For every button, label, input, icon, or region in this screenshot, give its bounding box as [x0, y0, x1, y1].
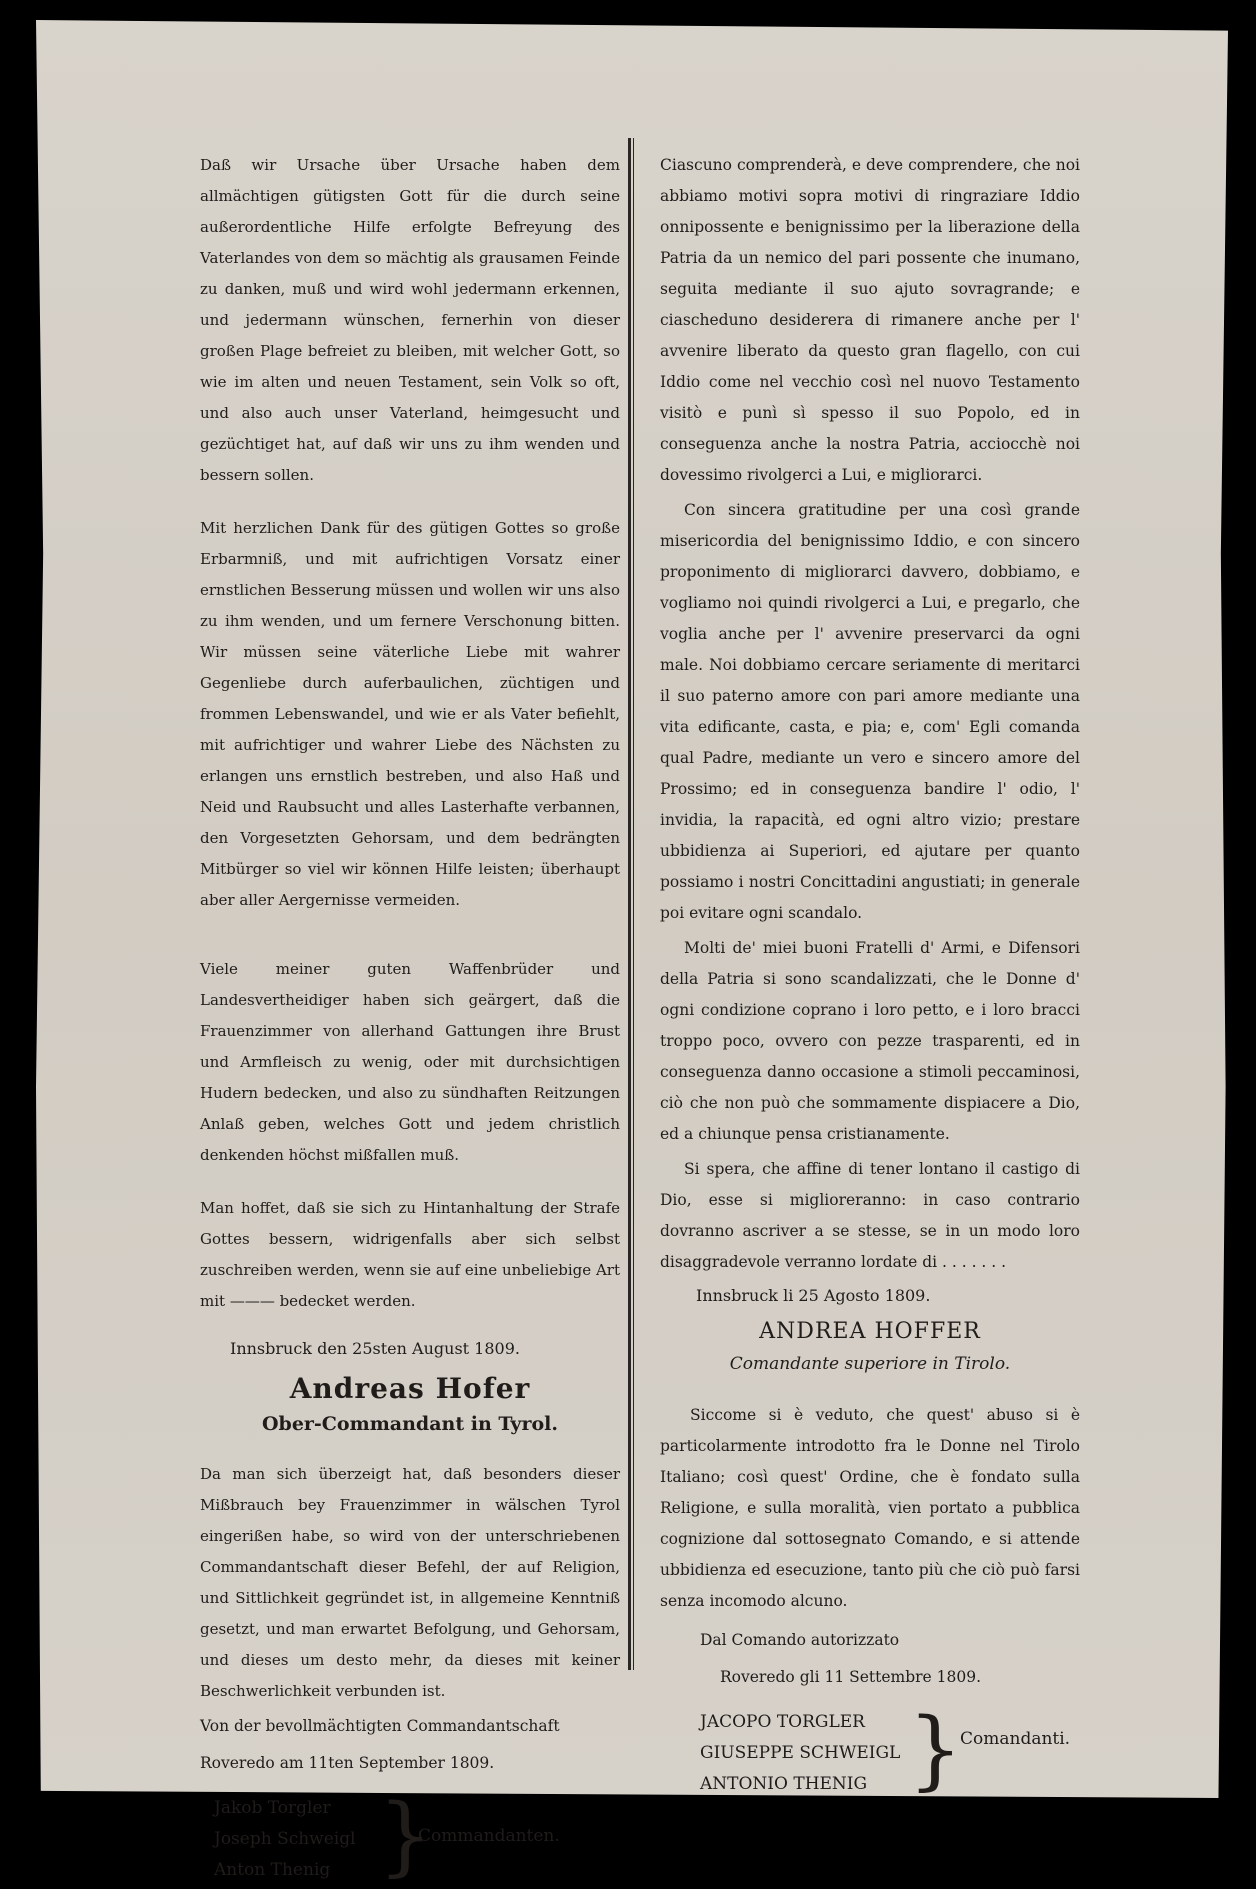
italian-paragraph-1: Ciascuno comprenderà, e deve comprendere, che noi abbiamo motivi sopra motivi di ringraziare Iddio onnipossente e benignissimo per la liberazione della Patria da un nemico del pari possente che inumano, seguita mediante il suo ajuto sovragrande; e ciascheduno desiderera di rimanere anche per l' avvenire liberato da questo gran flagello, con cui Iddio come nel vecchio così nel nuovo Testamento visitò e punì sì spesso il suo Popolo, ed in conseguenza anche la nostra Patria, acciocchè noi dovessimo rivolgerci a Lui, e migliorarci.	[660, 156, 1080, 484]
italian-signer: JACOPO TORGLER	[700, 1712, 865, 1732]
italian-signatory-title: Comandante superiore in Tirolo.	[729, 1354, 1011, 1374]
german-signers-role: Commandanten.	[418, 1826, 560, 1846]
german-signatory-title: Ober-Commandant in Tyrol.	[261, 1413, 558, 1435]
german-signatory-name: Andreas Hofer	[289, 1372, 531, 1405]
italian-signer: GIUSEPPE SCHWEIGL	[700, 1743, 901, 1763]
italian-authority: Dal Comando autorizzato	[700, 1631, 900, 1649]
italian-paragraph-5: Siccome si è veduto, che quest' abuso si è particolarmente introdotto fra le Donne nel Tirolo Italiano; così quest' Ordine, che è fondato sulla Religione, e sulla moralità, vien portato a pubblica cognizione dal sottosegnato Comando, e si attende ubbidienza ed esecuzione, tanto più che ciò può farsi senza incomodo alcuno.	[660, 1406, 1080, 1610]
german-column	[200, 150, 620, 1889]
german-paragraph-2: Mit herzlichen Dank für des gütigen Gottes so große Erbarmniß, und mit aufrichtigen Vorsatz einer ernstlichen Besserung müssen und wollen wir uns also zu ihm wenden, und um fernere Verschonung bitten. Wir müssen seine väterliche Liebe mit wahrer Gegenliebe durch auferbaulichen, züchtigen und frommen Lebenswandel, und wie er als Vater befiehlt, mit aufrichtiger und wahrer Liebe des Nächsten zu erlangen uns ernstlich bestreben, und also Haß und Neid und Raubsucht und alles Lasterhafte verbannen, den Vorgesetzten Gehorsam, und dem bedrängten Mitbürger so viel wir können Hilfe leisten; überhaupt aber aller Aergernisse vermeiden.	[200, 519, 620, 909]
german-paragraph-3: Viele meiner guten Waffenbrüder und Landesvertheidiger haben sich geärgert, daß die Frauenzimmer von allerhand Gattungen ihre Brust und Armfleisch zu wenig, oder mit durchsichtigen Hudern bedecken, und also zu sündhaften Reitzungen Anlaß geben, welches Gott und jedem christlich denkenden höchst mißfallen muß.	[200, 960, 620, 1164]
italian-column	[660, 150, 1080, 1803]
german-paragraph-1: Daß wir Ursache über Ursache haben dem allmächtigen gütigsten Gott für die durch seine außerordentliche Hilfe erfolgte Befreyung des Vaterlandes von dem so mächtig als grausamen Feinde zu danken, muß und wird wohl jedermann erkennen, und jedermann wünschen, fernerhin von dieser großen Plage befreiet zu bleiben, mit welcher Gott, so wie im alten und neuen Testament, sein Volk so oft, und also auch unser Vaterland, heimgesucht und gezüchtiget hat, auf daß wir uns zu ihm wenden und bessern sollen.	[200, 156, 620, 484]
brace-icon: }	[378, 1786, 433, 1886]
italian-signers-role: Comandanti.	[960, 1729, 1071, 1749]
italian-place-date-2: Roveredo gli 11 Settembre 1809.	[720, 1668, 982, 1686]
german-paragraph-4: Man hoffet, daß sie sich zu Hintanhaltung der Strafe Gottes bessern, widrigenfalls aber sich selbst zuschreiben werden, wenn sie auf eine unbeliebige Art mit ——— bedecket werden.	[200, 1199, 620, 1310]
german-signer: Anton Thenig	[214, 1860, 331, 1880]
brace-icon: }	[908, 1700, 963, 1800]
german-signature-block	[200, 1786, 620, 1889]
german-authority: Von der bevollmächtigten Commandantschaft	[200, 1717, 560, 1735]
italian-paragraph-2: Con sincera gratitudine per una così grande misericordia del benignissimo Iddio, e con sincero proponimento di migliorarci davvero, dobbiamo, e vogliamo noi quindi rivolgerci a Lui, e pregarlo, che voglia anche per l' avvenire preservarci da ogni male. Noi dobbiamo cercare seriamente di meritarci il suo paterno amore con pari amore mediante una vita edificante, casta, e pia; e, com' Egli comanda qual Padre, mediante un vero e sincero amore del Prossimo; ed in conseguenza bandire l' odio, l' invidia, la rapacità, ed ogni altro vizio; prestare ubbidienza ai Superiori, ed ajutare per quanto possiamo i nostri Concittadini angustiati; in generale poi evitare ogni scandalo.	[660, 501, 1080, 922]
italian-signature-block	[660, 1700, 1080, 1803]
german-signer: Joseph Schweigl	[214, 1829, 356, 1849]
column-divider-thin	[633, 138, 634, 1670]
italian-signer: ANTONIO THENIG	[700, 1774, 868, 1794]
italian-place-date: Innsbruck li 25 Agosto 1809.	[696, 1286, 931, 1305]
german-place-date-2: Roveredo am 11ten September 1809.	[200, 1754, 495, 1772]
german-signer: Jakob Torgler	[214, 1798, 331, 1818]
column-divider	[628, 138, 631, 1670]
german-place-date: Innsbruck den 25sten August 1809.	[230, 1339, 520, 1358]
italian-paragraph-3: Molti de' miei buoni Fratelli d' Armi, e Difensori della Patria si sono scandalizzati, che le Donne d' ogni condizione coprano i loro petto, e i loro bracci troppo poco, ovvero con pezze trasparenti, ed in conseguenza danno occasione a stimoli peccaminosi, ciò che non può che sommamente dispiacere a Dio, ed a chiunque pensa cristianamente.	[660, 939, 1080, 1143]
german-paragraph-5: Da man sich überzeigt hat, daß besonders dieser Mißbrauch bey Frauenzimmer in wälschen Tyrol eingerißen habe, so wird von der unterschriebenen Commandantschaft dieser Befehl, der auf Religion, und Sittlichkeit gegründet ist, in allgemeine Kenntniß gesetzt, und man erwartet Befolgung, und Gehorsam, und dieses um desto mehr, da dieses mit keiner Beschwerlichkeit verbunden ist.	[200, 1465, 620, 1700]
italian-signatory-name: ANDREA HOFFER	[759, 1319, 981, 1344]
italian-paragraph-4: Si spera, che affine di tener lontano il castigo di Dio, esse si miglioreranno: in caso contrario dovranno ascriver a se stesse, se in un modo loro disaggradevole verranno lordate di . . . . . . .	[660, 1160, 1080, 1271]
